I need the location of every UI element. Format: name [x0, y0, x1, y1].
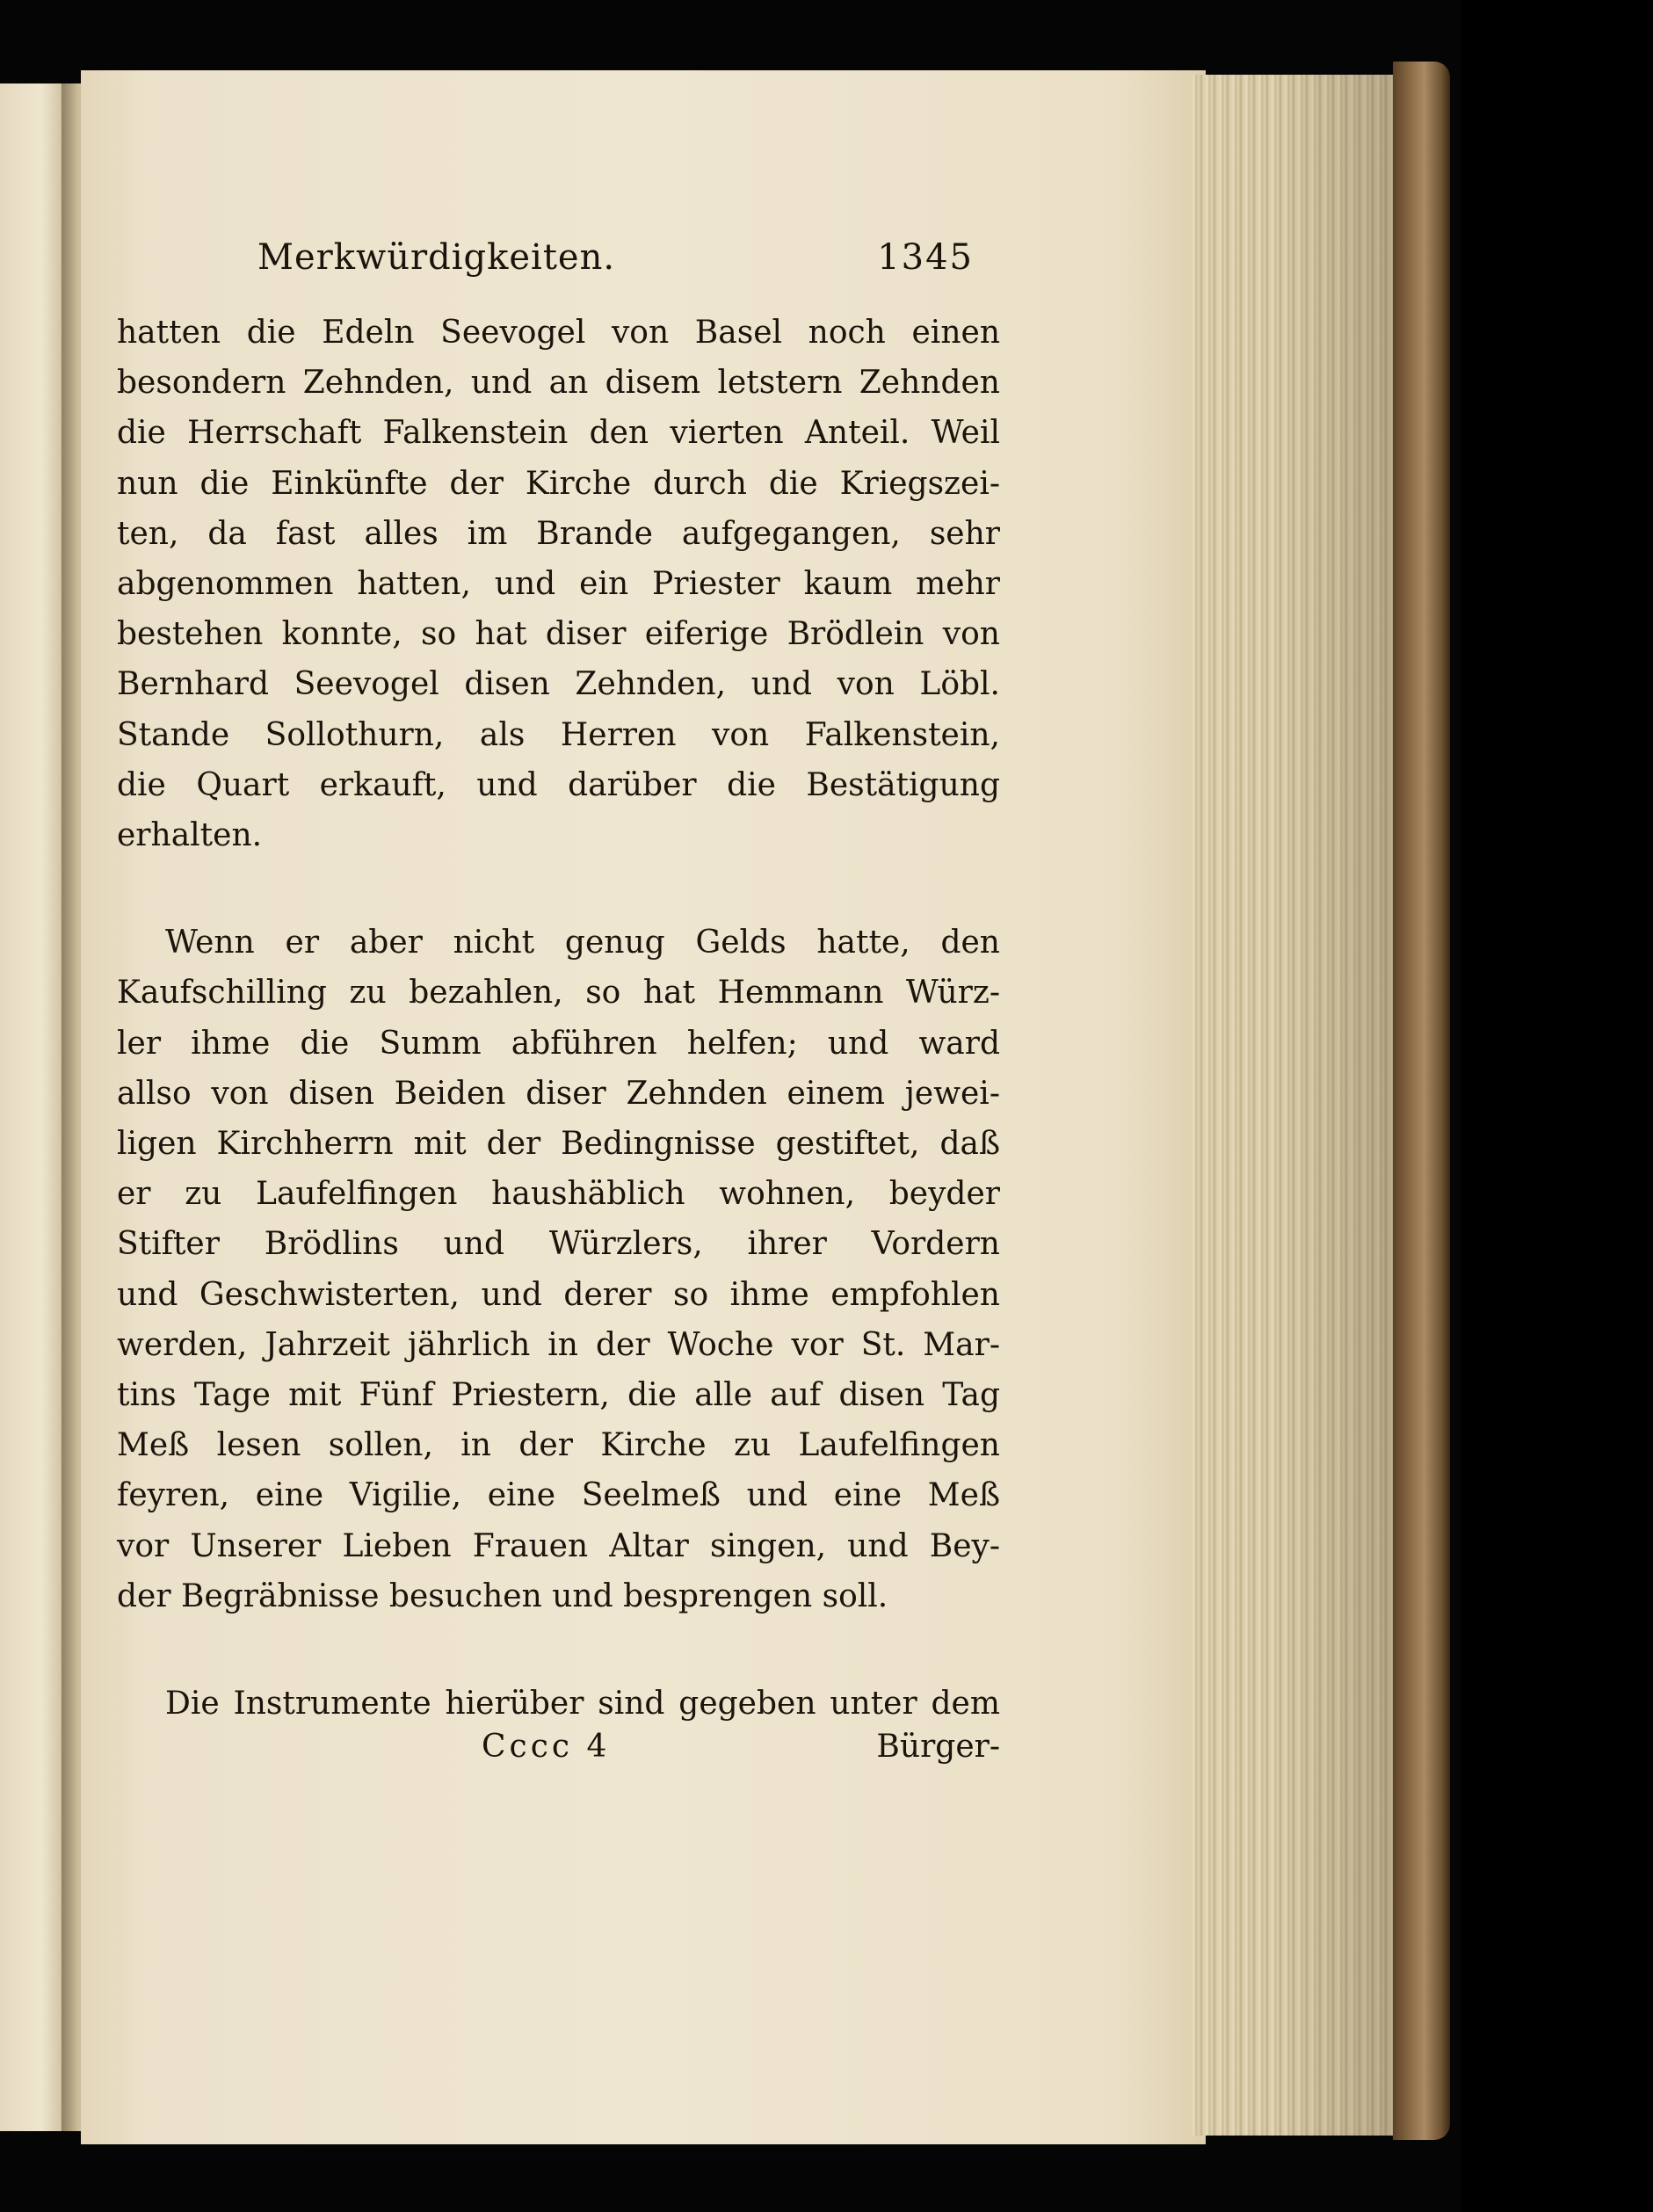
text-line: Stande Sollothurn, als Herren von Falkenstein, — [117, 716, 1000, 753]
text-line: allso von disen Beiden diser Zehnden einem jewei- — [117, 1075, 1000, 1112]
text-line: vor Unserer Lieben Frauen Altar singen, und Bey- — [117, 1527, 1000, 1564]
catchword: Bürger- — [876, 1729, 1000, 1766]
paragraph-2 — [117, 917, 1000, 1621]
text-line: der Begräbnisse besuchen und besprengen soll. — [117, 1577, 888, 1614]
text-line: Wenn er aber nicht genug Gelds hatte, den — [165, 925, 1000, 961]
text-line: abgenommen hatten, und ein Priester kaum mehr — [117, 566, 1000, 603]
page-header — [117, 237, 1000, 308]
text-line: erhalten. — [117, 817, 263, 854]
text-line: ligen Kirchherrn mit der Bedingnisse gestiftet, daß — [117, 1126, 1000, 1163]
text-line: er zu Laufelfingen haushäblich wohnen, beyder — [117, 1176, 1000, 1213]
text-line: ten, da fast alles im Brande aufgegangen, sehr — [117, 515, 1000, 552]
text-line: bestehen konnte, so hat diser eiferige Brödlein von — [117, 616, 1000, 653]
left-page-edge — [0, 83, 69, 2131]
text-line: feyren, eine Vigilie, eine Seelmeß und eine Meß — [117, 1477, 1000, 1514]
text-line: Meß lesen sollen, in der Kirche zu Laufelfingen — [117, 1427, 1000, 1464]
text-line: Kaufschilling zu bezahlen, so hat Hemmann Würz- — [117, 975, 1000, 1012]
text-line: Bernhard Seevogel disen Zehnden, und von Löbl. — [117, 666, 1000, 703]
scan-border — [1461, 0, 1653, 2212]
page-edges-shade — [1191, 75, 1402, 2136]
text-line: werden, Jahrzeit jährlich in der Woche vor St. Mar- — [117, 1326, 1000, 1363]
text-line: hatten die Edeln Seevogel von Basel noch einen — [117, 315, 1000, 351]
text-line: ler ihme die Summ abführen helfen; und ward — [117, 1025, 1000, 1062]
text-line: Die Instrumente hierüber sind gegeben unter dem — [165, 1686, 1000, 1722]
page-footer — [117, 1729, 1000, 1781]
text-line: und Geschwisterten, und derer so ihme empfohlen — [117, 1276, 1000, 1313]
text-block — [117, 237, 1000, 1781]
text-line: Stifter Brödlins und Würzlers, ihrer Vordern — [117, 1226, 1000, 1263]
text-line: nun die Einkünfte der Kirche durch die Kriegszei- — [117, 465, 1000, 502]
paragraph-1 — [117, 308, 1000, 860]
text-line: die Quart erkauft, und darüber die Bestätigung — [117, 766, 1000, 803]
signature-mark: Cccc 4 — [482, 1729, 611, 1766]
running-title: Merkwürdigkeiten. — [257, 237, 616, 278]
page-number: 1345 — [877, 237, 974, 278]
paragraph-3 — [117, 1679, 1000, 1729]
text-line: die Herrschaft Falkenstein den vierten Anteil. Weil — [117, 415, 1000, 452]
text-line: besondern Zehnden, und an disem letstern Zehnden — [117, 365, 1000, 402]
leather-cover — [1393, 62, 1450, 2140]
text-line: tins Tage mit Fünf Priestern, die alle auf disen Tag — [117, 1377, 1000, 1414]
